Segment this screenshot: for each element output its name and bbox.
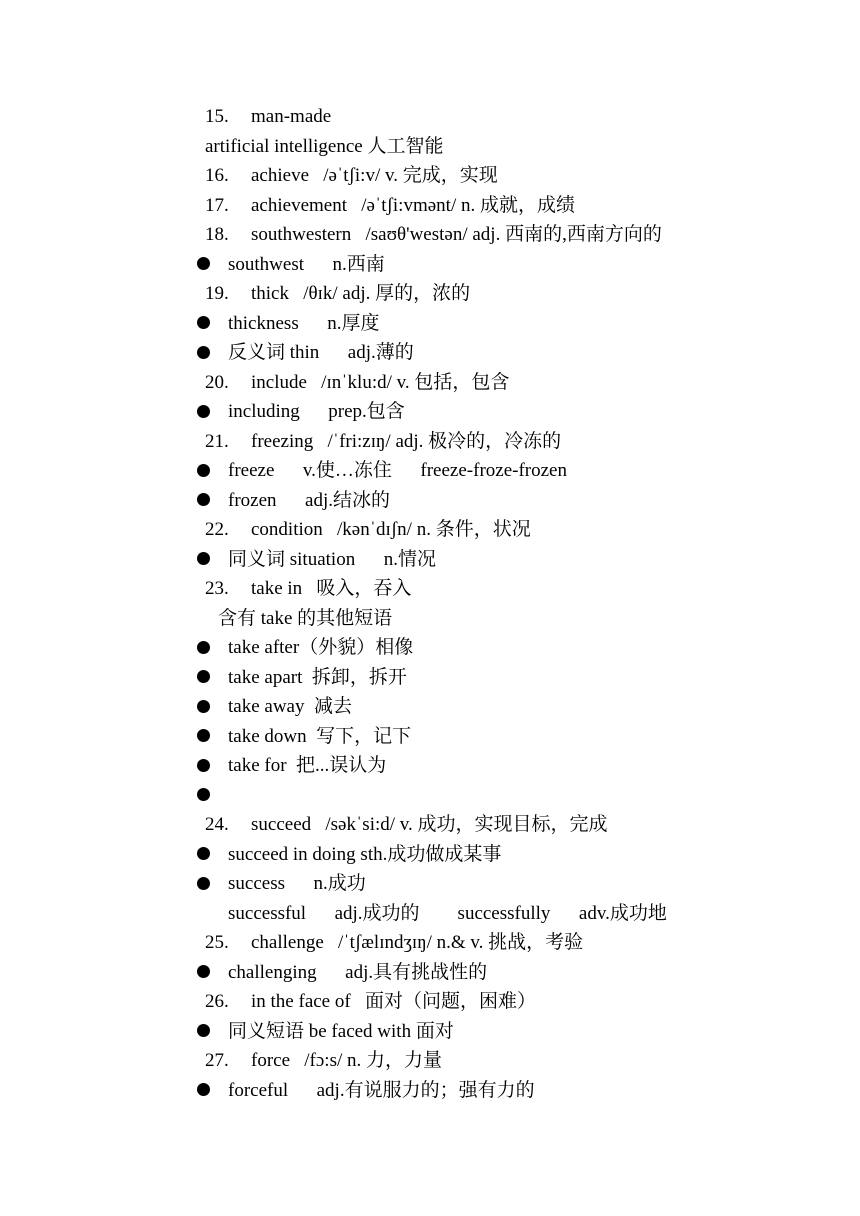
bullet-icon [197, 486, 210, 516]
bullet-text: take after（外貌）相像 [228, 637, 414, 658]
entry-text: achievement /əˈtʃi:vmənt/ n. 成就，成绩 [251, 194, 575, 216]
entry-text: condition /kənˈdɪʃn/ n. 条件，状况 [251, 519, 531, 540]
entry-number: 17. [205, 194, 229, 216]
bullet-icon [197, 397, 210, 427]
vocabulary-list [0, 102, 860, 1105]
bullet-text: including prep.包含 [228, 401, 405, 422]
bullet-icon [197, 958, 210, 988]
entry-text: include /ɪnˈklu:d/ v. 包括，包含 [251, 371, 510, 393]
bullet-item [0, 751, 860, 781]
entry-number: 21. [205, 430, 229, 452]
bullet-icon [197, 338, 210, 368]
bullet-text: succeed in doing sth.成功做成某事 [228, 843, 502, 865]
bullet-text: 同义词 situation n.情况 [228, 548, 436, 570]
note-text: 含有 take 的其他短语 [218, 607, 393, 629]
bullet-icon [197, 869, 210, 899]
bullet-item [0, 633, 860, 663]
bullet-text: take down 写下，记下 [228, 725, 412, 747]
entry-text: freezing /ˈfri:zɪŋ/ adj. 极冷的，冷冻的 [251, 430, 562, 452]
note-line [0, 899, 860, 929]
entry-number: 15. [205, 106, 229, 127]
entry-22 [0, 515, 860, 545]
bullet-item [0, 663, 860, 693]
bullet-item [0, 869, 860, 899]
bullet-item [0, 722, 860, 752]
entry-text: force /fɔ:s/ n. 力，力量 [251, 1050, 443, 1071]
entry-text: achieve /əˈtʃi:v/ v. 完成，实现 [251, 165, 498, 186]
bullet-icon [197, 1017, 210, 1047]
bullet-icon [197, 456, 210, 486]
entry-text: in the face of 面对（问题，困难） [251, 991, 536, 1012]
entry-18 [0, 220, 860, 250]
entry-17 [0, 191, 860, 221]
entry-text: man-made [251, 106, 332, 127]
entry-number: 25. [205, 932, 229, 953]
entry-number: 26. [205, 991, 229, 1012]
bullet-icon [197, 840, 210, 870]
bullet-icon [197, 633, 210, 663]
bullet-text: forceful adj.有说服力的；强有力的 [228, 1079, 535, 1101]
entry-20 [0, 368, 860, 398]
entry-15 [0, 102, 860, 132]
note-line [0, 132, 860, 162]
bullet-icon [197, 663, 210, 693]
entry-19 [0, 279, 860, 309]
entry-25 [0, 928, 860, 958]
entry-21 [0, 427, 860, 457]
entry-text: take in 吸入，吞入 [251, 578, 412, 599]
bullet-item [0, 1017, 860, 1047]
entry-text: challenge /ˈtʃælɪndʒɪŋ/ n.& v. 挑战，考验 [251, 932, 584, 953]
bullet-text: challenging adj.具有挑战性的 [228, 961, 488, 983]
bullet-icon [197, 309, 210, 339]
entry-text: thick /θɪk/ adj. 厚的，浓的 [251, 283, 471, 304]
bullet-text: 同义短语 be faced with 面对 [228, 1020, 454, 1042]
bullet-item [0, 545, 860, 575]
bullet-text: take for 把...误认为 [228, 755, 387, 776]
bullet-item [0, 692, 860, 722]
bullet-item [0, 456, 860, 486]
entry-text: succeed /səkˈsi:d/ v. 成功，实现目标，完成 [251, 814, 608, 835]
entry-number: 18. [205, 224, 229, 245]
bullet-item [0, 397, 860, 427]
bullet-text: 反义词 thin adj.薄的 [228, 342, 414, 363]
bullet-icon [197, 545, 210, 575]
bullet-item [0, 958, 860, 988]
entry-number: 23. [205, 578, 229, 599]
bullet-text: take apart 拆卸，拆开 [228, 666, 407, 688]
entry-number: 19. [205, 283, 229, 304]
bullet-text: thickness n.厚度 [228, 312, 380, 334]
bullet-item [0, 250, 860, 280]
entry-number: 27. [205, 1050, 229, 1071]
note-text: artificial intelligence 人工智能 [205, 135, 444, 157]
bullet-item [0, 781, 860, 811]
entry-27 [0, 1046, 860, 1076]
bullet-text: southwest n.西南 [228, 253, 385, 275]
entry-number: 22. [205, 519, 229, 540]
entry-number: 24. [205, 814, 229, 835]
bullet-text: take away 减去 [228, 696, 352, 717]
bullet-item [0, 309, 860, 339]
entry-26 [0, 987, 860, 1017]
entry-16 [0, 161, 860, 191]
bullet-icon [197, 751, 210, 781]
bullet-icon [197, 692, 210, 722]
note-line [0, 604, 860, 634]
bullet-text: success n.成功 [228, 873, 366, 894]
bullet-icon [197, 1076, 210, 1106]
entry-text: southwestern /saʊθ'westən/ adj. 西南的,西南方向的 [251, 224, 662, 245]
entry-23 [0, 574, 860, 604]
bullet-item [0, 338, 860, 368]
bullet-item [0, 1076, 860, 1106]
bullet-icon [197, 250, 210, 280]
note-text: successful adj.成功的 successfully adv.成功地 [228, 902, 667, 924]
bullet-text: frozen adj.结冰的 [228, 489, 390, 511]
entry-number: 20. [205, 371, 229, 393]
entry-24 [0, 810, 860, 840]
bullet-icon [197, 781, 210, 811]
bullet-icon [197, 722, 210, 752]
entry-number: 16. [205, 165, 229, 186]
bullet-item [0, 486, 860, 516]
bullet-text: freeze v.使…冻住 freeze-froze-frozen [228, 460, 567, 481]
bullet-item [0, 840, 860, 870]
